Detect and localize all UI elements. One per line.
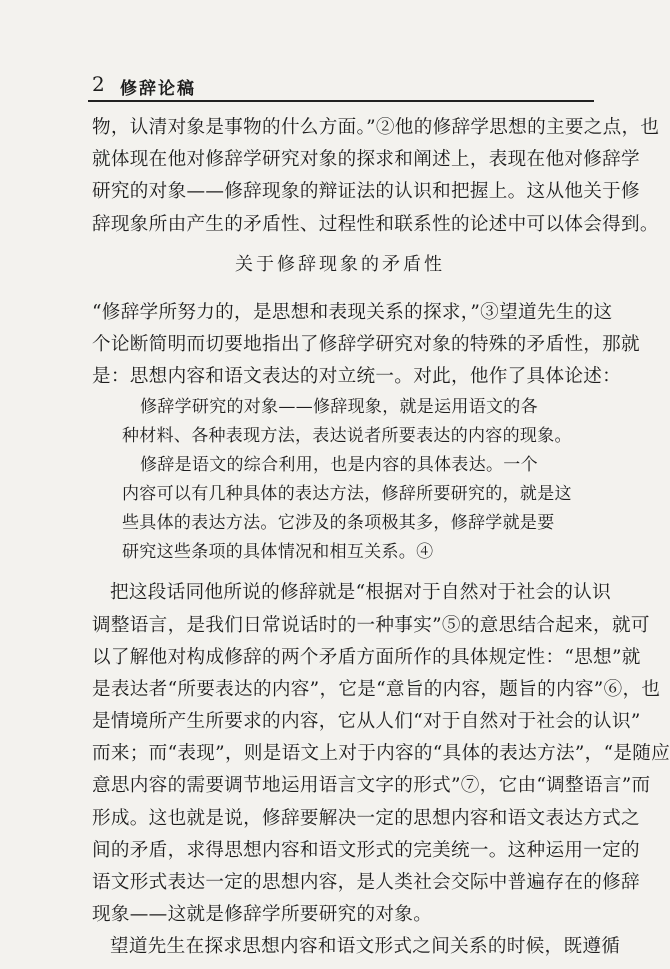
- quote-line: 些具体的表达方法。它涉及的条项极其多，修辞学就是要: [122, 513, 555, 534]
- text-line: 望道先生在探求思想内容和语文形式之间关系的时候，既遵循: [110, 936, 621, 958]
- text-line: 间的矛盾，求得思想内容和语文形式的完美统一。这种运用一定的: [92, 839, 640, 861]
- quote-line: 内容可以有几种具体的表达方法，修辞所要研究的，就是这: [122, 484, 572, 505]
- text-line: 是表达者“所要表达的内容”，它是“意旨的内容，题旨的内容”⑥，也: [92, 678, 661, 700]
- text-line: 而来；而“表现”，则是语文上对于内容的“具体的表达方法”，“是随应: [92, 743, 670, 765]
- text-line: 辞现象所由产生的矛盾性、过程性和联系性的论述中可以体会得到。: [92, 213, 659, 235]
- quote-line: 修辞学研究的对象——修辞现象，就是运用语文的各: [140, 397, 538, 418]
- text-line: 现象——这就是修辞学所要研究的对象。: [92, 904, 433, 926]
- section-heading: 关于修辞现象的矛盾性: [235, 253, 445, 275]
- text-line: 个论断简明而切要地指出了修辞学研究对象的特殊的矛盾性，那就: [92, 333, 640, 355]
- paragraph: [92, 931, 621, 963]
- quote-line: 种材料、各种表现方法，表达说者所要表达的内容的现象。: [122, 426, 572, 447]
- paragraph: [92, 577, 670, 931]
- text-line: 就体现在他对修辞学研究对象的探求和阐述上，表现在他对修辞学: [92, 149, 640, 171]
- spacer: [92, 567, 588, 577]
- block-quote: [92, 393, 588, 567]
- header-rule: [88, 100, 594, 102]
- running-header: [92, 72, 592, 98]
- text-line: 研究的对象——修辞现象的辩证法的认识和把握上。这从他关于修: [92, 181, 640, 203]
- text-line: 调整语言，是我们日常说话时的一种事实”⑤的意思结合起来，就可: [92, 614, 650, 636]
- text-line: 是：思想内容和语文表达的对立统一。对此，他作了具体论述：: [92, 366, 622, 388]
- book-title: 修辞论稿: [120, 79, 196, 99]
- text-line: 物，认清对象是事物的什么方面。”②他的修辞学思想的主要之点，也: [92, 117, 660, 138]
- paragraph: [92, 297, 640, 394]
- body-text: [92, 112, 670, 964]
- text-line: 形成。这也就是说，修辞要解决一定的思想内容和语文表达方式之: [92, 807, 640, 829]
- text-line: 以了解他对构成修辞的两个矛盾方面所作的具体规定性：“思想”就: [92, 646, 641, 668]
- text-line: 意思内容的需要调节地运用语言文字的形式”⑦，它由“调整语言”而: [92, 775, 651, 797]
- text-line: 语文形式表达一定的思想内容，是人类社会交际中普遍存在的修辞: [92, 872, 640, 893]
- text-line: “修辞学所努力的，是思想和表现关系的探求，”③望道先生的这: [92, 301, 613, 323]
- page-number: 2: [92, 72, 105, 96]
- text-line: 是情境所产生所要求的内容，它从人们“对于自然对于社会的认识”: [92, 711, 641, 733]
- paragraph-continued: [92, 112, 660, 241]
- quote-line: 修辞是语文的综合利用，也是内容的具体表达。一个: [140, 455, 538, 476]
- text-line: 把这段话同他所说的修辞就是“根据对于自然对于社会的认识: [110, 582, 612, 604]
- quote-line: 研究这些条项的具体情况和相互关系。④: [122, 542, 434, 563]
